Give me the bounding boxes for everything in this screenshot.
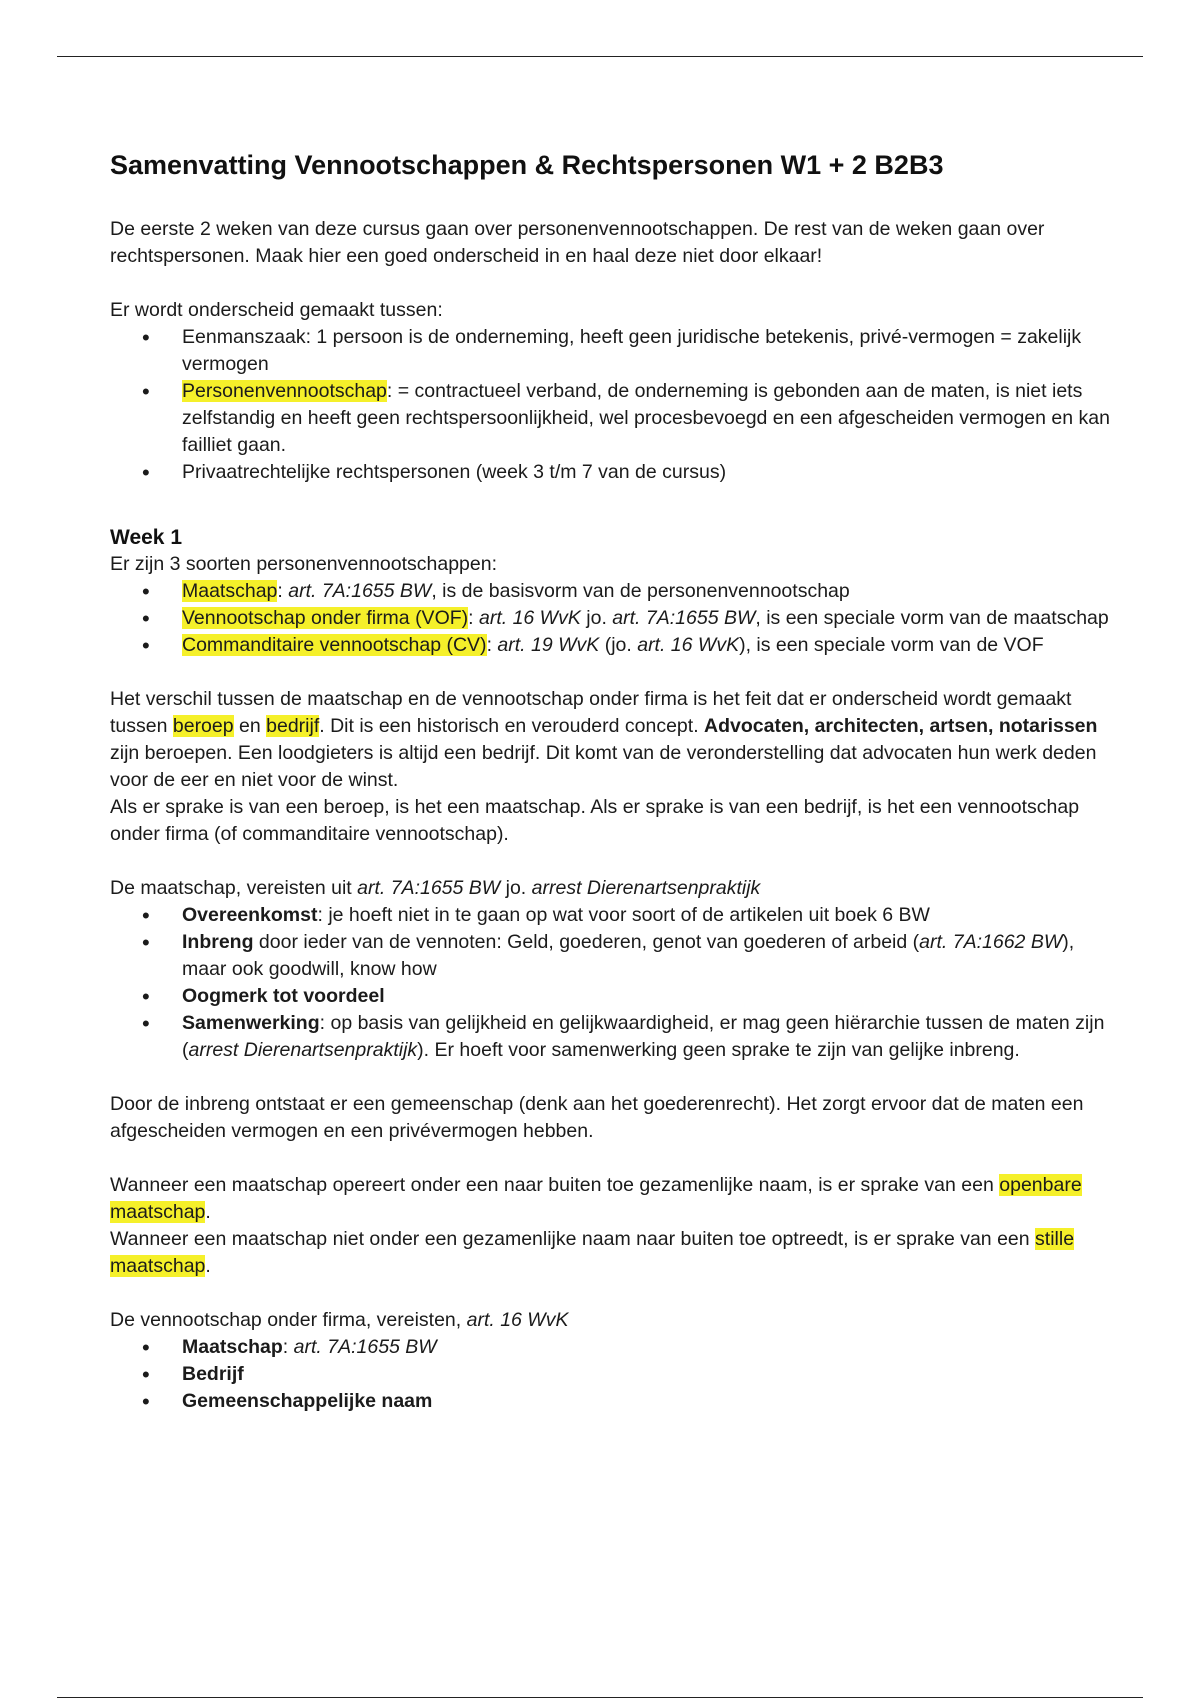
list-item: • Inbreng door ieder van de vennoten: Geld, goederen, genot van goederen of arbeid (art. 7A:1662 BW), maar ook goodwill, know how bbox=[110, 929, 1110, 983]
entity-types-list bbox=[110, 324, 1110, 486]
list-item: • Oogmerk tot voordeel bbox=[110, 983, 1110, 1010]
list-item: • Bedrijf bbox=[110, 1361, 1110, 1388]
week1-lead: Er zijn 3 soorten personenvennootschappen: bbox=[110, 553, 498, 575]
vof-lead: De vennootschap onder firma, vereisten, art. 16 WvK bbox=[110, 1309, 569, 1331]
document-title: Samenvatting Vennootschappen & Rechtspersonen W1 + 2 B2B3 bbox=[110, 150, 944, 180]
list-item: • Personenvennootschap: = contractueel verband, de onderneming is gebonden aan de maten, is niet iets zelfstandig en heeft geen rechtspersoonlijkheid, wel procesbevoegd en een afgescheiden vermogen en kan failliet gaan. bbox=[110, 378, 1110, 459]
list-item: • Eenmanszaak: 1 persoon is de onderneming, heeft geen juridische betekenis, privé-vermogen = zakelijk vermogen bbox=[110, 324, 1110, 378]
highlight: Vennootschap onder firma (VOF) bbox=[182, 607, 469, 629]
profession-paragraph: Als er sprake is van een beroep, is het een maatschap. Als er sprake is van een bedrijf, is het een vennootschap onder firma (of commanditaire vennootschap). bbox=[110, 796, 1080, 845]
week1-heading: Week 1 bbox=[110, 526, 182, 549]
highlight: stille maatschap bbox=[110, 1228, 1075, 1277]
difference-paragraph: Het verschil tussen de maatschap en de vennootschap onder firma is het feit dat er onderscheid wordt gemaakt tussen beroep en bedrijf. Dit is een historisch en verouderd concept. Advocaten, architecten, artsen, notarissen zijn beroepen. Een loodgieters is altijd een bedrijf. Dit komt van de veronderstelling dat advocaten hun werk deden voor de eer en niet voor de winst. bbox=[110, 688, 1098, 791]
gemeenschap-paragraph: Door de inbreng ontstaat er een gemeenschap (denk aan het goederenrecht). Het zorgt ervoor dat de maten een afgescheiden vermogen en een privévermogen hebben. bbox=[110, 1093, 1084, 1142]
document-page bbox=[110, 148, 1110, 1415]
openbare-maatschap-paragraph: Wanneer een maatschap opereert onder een naar buiten toe gezamenlijke naam, is er sprake van een openbare maatschap. bbox=[110, 1174, 1082, 1223]
list-item: • Maatschap: art. 7A:1655 BW bbox=[110, 1334, 1110, 1361]
highlight: bedrijf bbox=[266, 715, 320, 737]
stille-maatschap-paragraph: Wanneer een maatschap niet onder een gezamenlijke naam naar buiten toe optreedt, is er sprake van een stille maatschap. bbox=[110, 1228, 1075, 1277]
vof-requirements-list bbox=[110, 1334, 1110, 1415]
list-item: • Privaatrechtelijke rechtspersonen (week 3 t/m 7 van de cursus) bbox=[110, 459, 1110, 486]
highlight: beroep bbox=[172, 715, 234, 737]
intro-lead: Er wordt onderscheid gemaakt tussen: bbox=[110, 299, 443, 321]
highlight: openbare maatschap bbox=[110, 1174, 1082, 1223]
partnership-types-list bbox=[110, 578, 1110, 659]
list-item: • Maatschap: art. 7A:1655 BW, is de basisvorm van de personenvennootschap bbox=[110, 578, 1110, 605]
footer-rule bbox=[57, 1697, 1143, 1698]
header-rule bbox=[57, 56, 1143, 57]
list-item: • Samenwerking: op basis van gelijkheid en gelijkwaardigheid, er mag geen hiërarchie tussen de maten zijn (arrest Dierenartsenpraktijk). Er hoeft voor samenwerking geen sprake te zijn van gelijke inbreng. bbox=[110, 1010, 1110, 1064]
maatschap-lead: De maatschap, vereisten uit art. 7A:1655 BW jo. arrest Dierenartsenpraktijk bbox=[110, 877, 761, 899]
maatschap-requirements-list bbox=[110, 902, 1110, 1064]
list-item: • Overeenkomst: je hoeft niet in te gaan op wat voor soort of de artikelen uit boek 6 BW bbox=[110, 902, 1110, 929]
list-item: • Gemeenschappelijke naam bbox=[110, 1388, 1110, 1415]
intro-paragraph: De eerste 2 weken van deze cursus gaan over personenvennootschappen. De rest van de weken gaan over rechtspersonen. Maak hier een goed onderscheid in en haal deze niet door elkaar! bbox=[110, 218, 1045, 267]
list-item: • Commanditaire vennootschap (CV): art. 19 WvK (jo. art. 16 WvK), is een speciale vorm van de VOF bbox=[110, 632, 1110, 659]
highlight: Maatschap bbox=[182, 580, 278, 602]
list-item: • Vennootschap onder firma (VOF): art. 16 WvK jo. art. 7A:1655 BW, is een speciale vorm van de maatschap bbox=[110, 605, 1110, 632]
highlight: Personenvennootschap bbox=[182, 380, 387, 402]
highlight: Commanditaire vennootschap (CV) bbox=[182, 634, 487, 656]
